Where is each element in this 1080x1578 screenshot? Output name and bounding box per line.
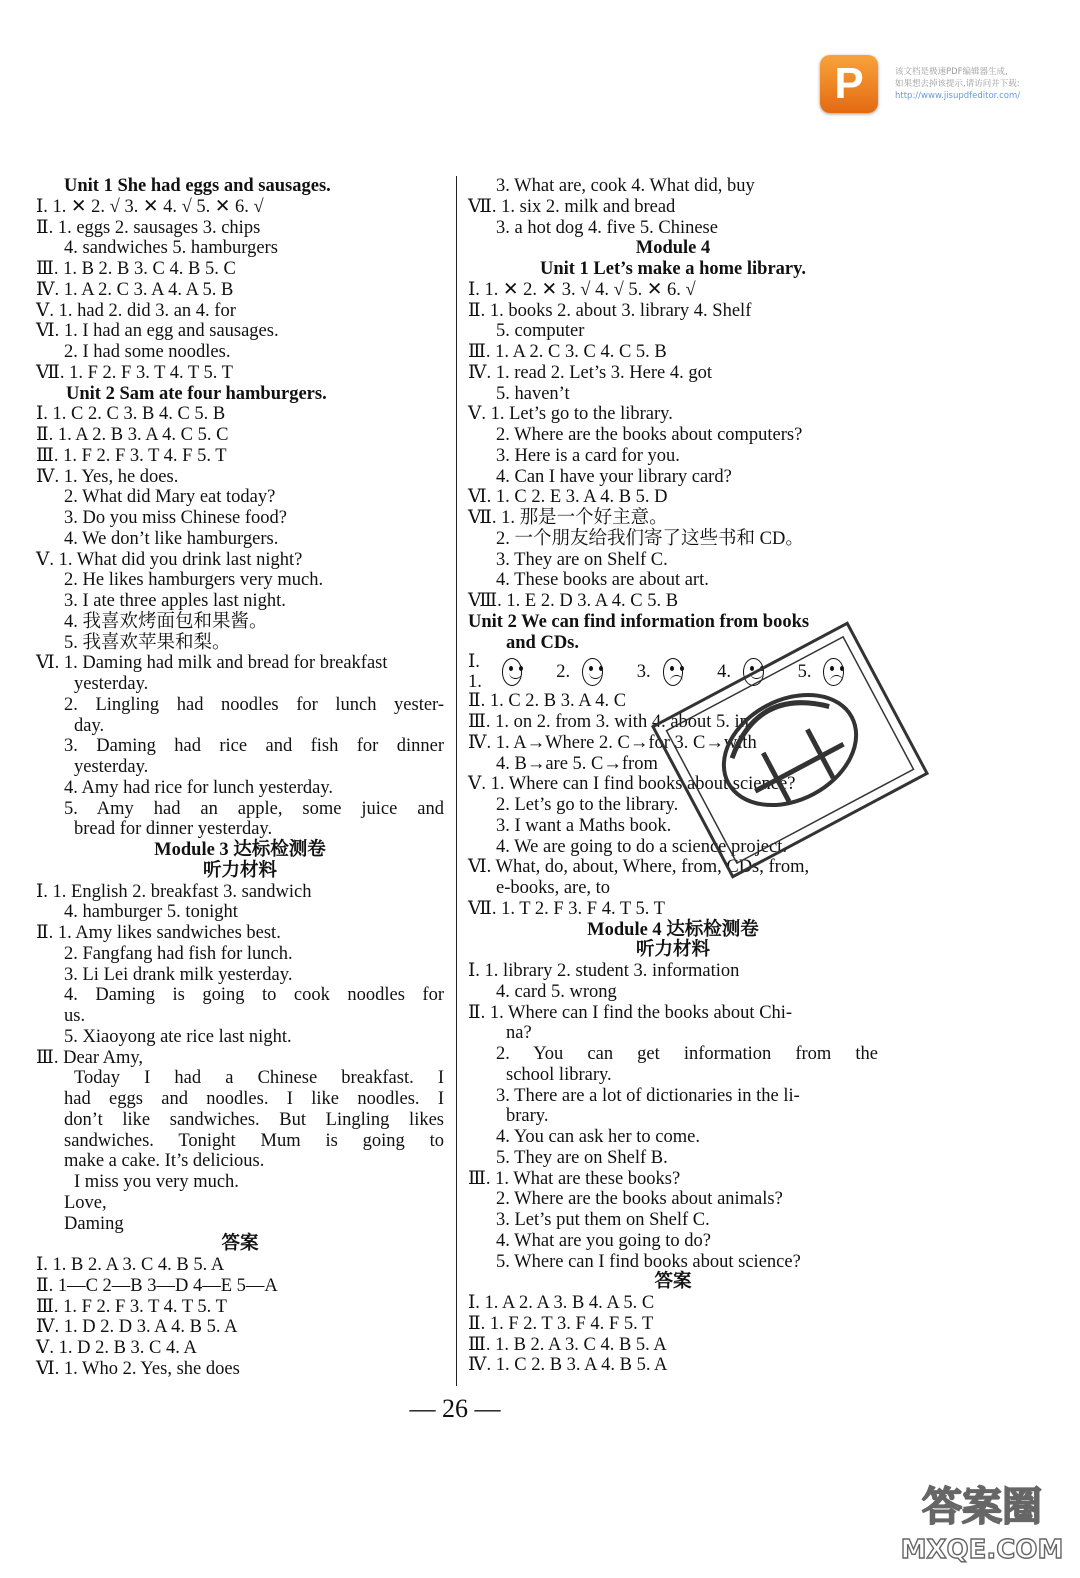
answer-line: Today I had a Chinese breakfast. I [74, 1068, 444, 1089]
right-column [468, 176, 878, 1376]
answer-line: 4. Amy had rice for lunch yesterday. [64, 777, 334, 798]
answer-line: 2. What did Mary eat today? [64, 487, 276, 508]
answer-line: Ⅶ. 1. T 2. F 3. F 4. T 5. T [468, 898, 665, 919]
answer-line: 5. They are on Shelf B. [496, 1147, 668, 1168]
answer-line: 4. card 5. wrong [496, 981, 617, 1002]
answer-line: yesterday. [74, 674, 149, 694]
answer-line: and CDs. [506, 632, 579, 653]
answer-line: 4. Daming is going to cook noodles for [64, 985, 444, 1006]
answer-line: Ⅷ. 1. E 2. D 3. A 4. C 5. B [468, 591, 679, 611]
answer-line: Ⅶ. 1. F 2. F 3. T 4. T 5. T [36, 362, 233, 383]
answer-line: 2. Lingling had noodles for lunch yester- [64, 694, 444, 715]
question-number: 4. [717, 661, 732, 682]
answer-line: Ⅳ. 1. A→Where 2. C→for 3. C→with [468, 732, 757, 753]
answer-line: 2. He likes hamburgers very much. [64, 570, 324, 591]
answer-line: Love, [64, 1192, 107, 1213]
answer-line: sandwiches. Tonight Mum is going to [64, 1130, 444, 1151]
answer-line: Ⅳ. 1. Yes, he does. [36, 466, 179, 487]
answer-line: 2. You can get information from the [496, 1044, 878, 1064]
answer-line: na? [506, 1023, 532, 1044]
answer-line: 2. Where are the books about computers? [496, 425, 803, 445]
answer-line: 4. We don’t like hamburgers. [64, 528, 279, 549]
answer-line: 3. Do you miss Chinese food? [64, 508, 288, 528]
question-number: 5. [797, 661, 812, 682]
answer-line: 3. Daming had rice and fish for dinner [64, 736, 444, 757]
watermark-bottom: MXQE.COM [900, 1535, 1064, 1565]
answer-line: day. [74, 715, 105, 736]
page-number: — 26 — [409, 1394, 501, 1423]
answer-line: 3. What are, cook 4. What did, buy [496, 176, 755, 196]
answer-line: 5. Xiaoyong ate rice last night. [64, 1026, 292, 1047]
answer-line: 4. 我喜欢烤面包和果酱。 [64, 611, 268, 632]
smiley-face-icon [502, 658, 523, 686]
notice-link[interactable]: http://www.jisupdfeditor.com/ [895, 91, 1021, 101]
notice-line: 该文档是极速PDF编辑器生成, [895, 67, 1008, 77]
answer-line: 4. We are going to do a science project. [496, 836, 787, 857]
answer-line: Ⅰ. 1. library 2. student 3. information [468, 961, 740, 981]
answer-line: Ⅲ. 1. on 2. from 3. with 4. about 5. in [468, 712, 749, 732]
answer-line: Ⅰ. 1. B 2. A 3. C 4. B 5. A [36, 1255, 225, 1275]
answer-line: Unit 2 Sam ate four hamburgers. [66, 383, 327, 404]
answer-line: 2. I had some noodles. [64, 342, 231, 362]
answer-line: Ⅲ. 1. F 2. F 3. T 4. F 5. T [36, 445, 227, 466]
answer-line: Ⅰ. 1. ✕ 2. ✕ 3. √ 4. √ 5. ✕ 6. √ [468, 279, 696, 300]
answer-line: yesterday. [74, 757, 149, 777]
answer-line: Module 4 [635, 238, 711, 259]
answer-line: had eggs and noodles. I like noodles. I [64, 1089, 444, 1109]
sad-face-icon [663, 658, 684, 686]
answer-line: Ⅱ. 1—C 2—B 3—D 4—E 5—A [36, 1275, 278, 1296]
answer-line: 3. Here is a card for you. [496, 445, 680, 466]
answer-line: Ⅲ. Dear Amy, [36, 1047, 144, 1068]
notice-line: 如果想去掉该提示,请访问并下载: [895, 79, 1020, 89]
answer-line: Ⅱ. 1. F 2. T 3. F 4. F 5. T [468, 1313, 654, 1334]
answer-line: make a cake. It’s delicious. [64, 1151, 265, 1172]
smiley-face-icon [743, 658, 764, 686]
question-number: 3. [636, 661, 651, 682]
answer-line: Ⅱ. 1. eggs 2. sausages 3. chips [36, 217, 261, 238]
answer-line: 4. These books are about art. [496, 570, 709, 591]
answer-line: Ⅶ. 1. 那是一个好主意。 [468, 508, 668, 528]
watermark-top: 答案圈 [922, 1484, 1042, 1530]
answer-line: 3. There are a lot of dictionaries in the li- [496, 1085, 800, 1106]
answer-line: 2. Let’s go to the library. [496, 795, 679, 815]
pdf-editor-logo: P [820, 55, 878, 113]
right-column-bottom [468, 691, 878, 1376]
question-number: 2. [556, 661, 571, 682]
answer-line: 4. You can ask her to come. [496, 1127, 700, 1147]
answer-line: Ⅱ. 1. Amy likes sandwiches best. [36, 923, 281, 943]
answer-line: 5. haven’t [496, 383, 570, 404]
answer-line: 3. Let’s put them on Shelf C. [496, 1210, 710, 1230]
column-divider [456, 176, 457, 1386]
answer-line: Ⅲ. 1. What are these books? [468, 1168, 681, 1189]
answer-line: 2. Where are the books about animals? [496, 1189, 783, 1210]
answer-line: Ⅵ. 1. Daming had milk and bread for breakfast [36, 653, 388, 674]
answer-line: 5. Where can I find books about science? [496, 1251, 801, 1272]
answer-line: Unit 1 Let’s make a home library. [539, 259, 806, 279]
answer-line: Ⅴ. 1. D 2. B 3. C 4. A [36, 1338, 197, 1358]
answer-line: Ⅱ. 1. books 2. about 3. library 4. Shelf [468, 300, 752, 321]
answer-line: 听力材料 [635, 940, 710, 961]
answer-line: Ⅳ. 1. read 2. Let’s 3. Here 4. got [468, 362, 713, 383]
answer-line: Ⅲ. 1. B 2. A 3. C 4. B 5. A [468, 1334, 667, 1355]
answer-line: Ⅱ. 1. A 2. B 3. A 4. C 5. C [36, 425, 229, 445]
answer-line: Ⅰ. 1. English 2. breakfast 3. sandwich [36, 881, 312, 902]
answer-line: Module 4 达标检测卷 [587, 919, 759, 940]
sad-face-icon [823, 658, 844, 686]
answer-line: 3. I ate three apples last night. [64, 591, 286, 611]
smiley-answer-row [468, 653, 878, 691]
answer-line: Ⅵ. 1. Who 2. Yes, she does [36, 1358, 240, 1379]
answer-line: Ⅲ. 1. B 2. B 3. C 4. B 5. C [36, 259, 236, 279]
answer-line: 答案 [221, 1234, 259, 1255]
answer-line: Unit 2 We can find information from books [468, 611, 810, 632]
answer-line: Module 3 达标检测卷 [154, 840, 326, 860]
answer-line: Ⅴ. 1. Let’s go to the library. [468, 404, 673, 425]
question-number: Ⅰ. 1. [468, 651, 482, 693]
answer-line: Ⅳ. 1. D 2. D 3. A 4. B 5. A [36, 1317, 238, 1338]
answer-line: 5. computer [496, 321, 585, 342]
answer-line: 听力材料 [202, 860, 277, 881]
answer-line: 答案 [654, 1272, 692, 1293]
answer-line: 5. 我喜欢苹果和梨。 [64, 632, 231, 653]
left-column [36, 176, 444, 1380]
answer-line: bread for dinner yesterday. [74, 819, 273, 840]
answer-line: don’t like sandwiches. But Lingling likes [64, 1109, 444, 1130]
answer-line: Ⅰ. 1. A 2. A 3. B 4. A 5. C [468, 1293, 655, 1313]
answer-line: Ⅲ. 1. A 2. C 3. C 4. C 5. B [468, 342, 667, 362]
answer-line: Ⅰ. 1. ✕ 2. √ 3. ✕ 4. √ 5. ✕ 6. √ [36, 196, 264, 217]
answer-line: 3. Li Lei drank milk yesterday. [64, 964, 293, 985]
answer-line: Unit 1 She had eggs and sausages. [64, 176, 331, 196]
answer-line: Daming [64, 1213, 124, 1234]
answer-line: brary. [506, 1106, 549, 1127]
answer-line: Ⅳ. 1. A 2. C 3. A 4. A 5. B [36, 279, 234, 300]
smiley-face-icon [582, 658, 603, 686]
answer-line: 4. What are you going to do? [496, 1230, 711, 1251]
answer-line: 2. 一个朋友给我们寄了这些书和 CD。 [496, 528, 804, 549]
answer-line: 4. B→are 5. C→from [496, 753, 658, 774]
answer-line: 4. hamburger 5. tonight [64, 902, 238, 923]
answer-line: 2. Fangfang had fish for lunch. [64, 943, 293, 964]
answer-line: Ⅳ. 1. C 2. B 3. A 4. B 5. A [468, 1355, 668, 1376]
answer-line: Ⅴ. 1. Where can I find books about science? [468, 774, 796, 795]
answer-line: 4. sandwiches 5. hamburgers [64, 238, 278, 259]
answer-line: Ⅱ. 1. Where can I find the books about Chi- [468, 1002, 793, 1023]
answer-line: Ⅴ. 1. What did you drink last night? [36, 549, 303, 570]
answer-line: Ⅴ. 1. had 2. did 3. an 4. for [36, 300, 236, 321]
answer-line: Ⅱ. 1. C 2. B 3. A 4. C [468, 691, 627, 712]
answer-line: Ⅵ. What, do, about, Where, from, CDs, from, [468, 857, 810, 878]
answer-line: Ⅶ. 1. six 2. milk and bread [468, 196, 676, 217]
answer-line: us. [64, 1006, 86, 1026]
answer-line: e-books, are, to [496, 878, 611, 898]
answer-line: Ⅵ. 1. C 2. E 3. A 4. B 5. D [468, 487, 668, 508]
answer-line: 4. Can I have your library card? [496, 466, 732, 487]
watermark-logo-icon [892, 1470, 1072, 1570]
answer-line: school library. [506, 1064, 612, 1085]
answer-line: 3. I want a Maths book. [496, 815, 672, 836]
editor-notice [895, 66, 1070, 102]
answer-line: Ⅵ. 1. I had an egg and sausages. [36, 321, 279, 342]
answer-line: 3. They are on Shelf C. [496, 549, 668, 570]
answer-line: Ⅰ. 1. C 2. C 3. B 4. C 5. B [36, 404, 226, 425]
answer-line: 3. a hot dog 4. five 5. Chinese [496, 217, 718, 238]
answer-line: 5. Amy had an apple, some juice and [64, 798, 444, 819]
answer-line: Ⅲ. 1. F 2. F 3. T 4. T 5. T [36, 1296, 227, 1317]
answer-line: I miss you very much. [74, 1172, 239, 1192]
right-column-top [468, 176, 878, 653]
